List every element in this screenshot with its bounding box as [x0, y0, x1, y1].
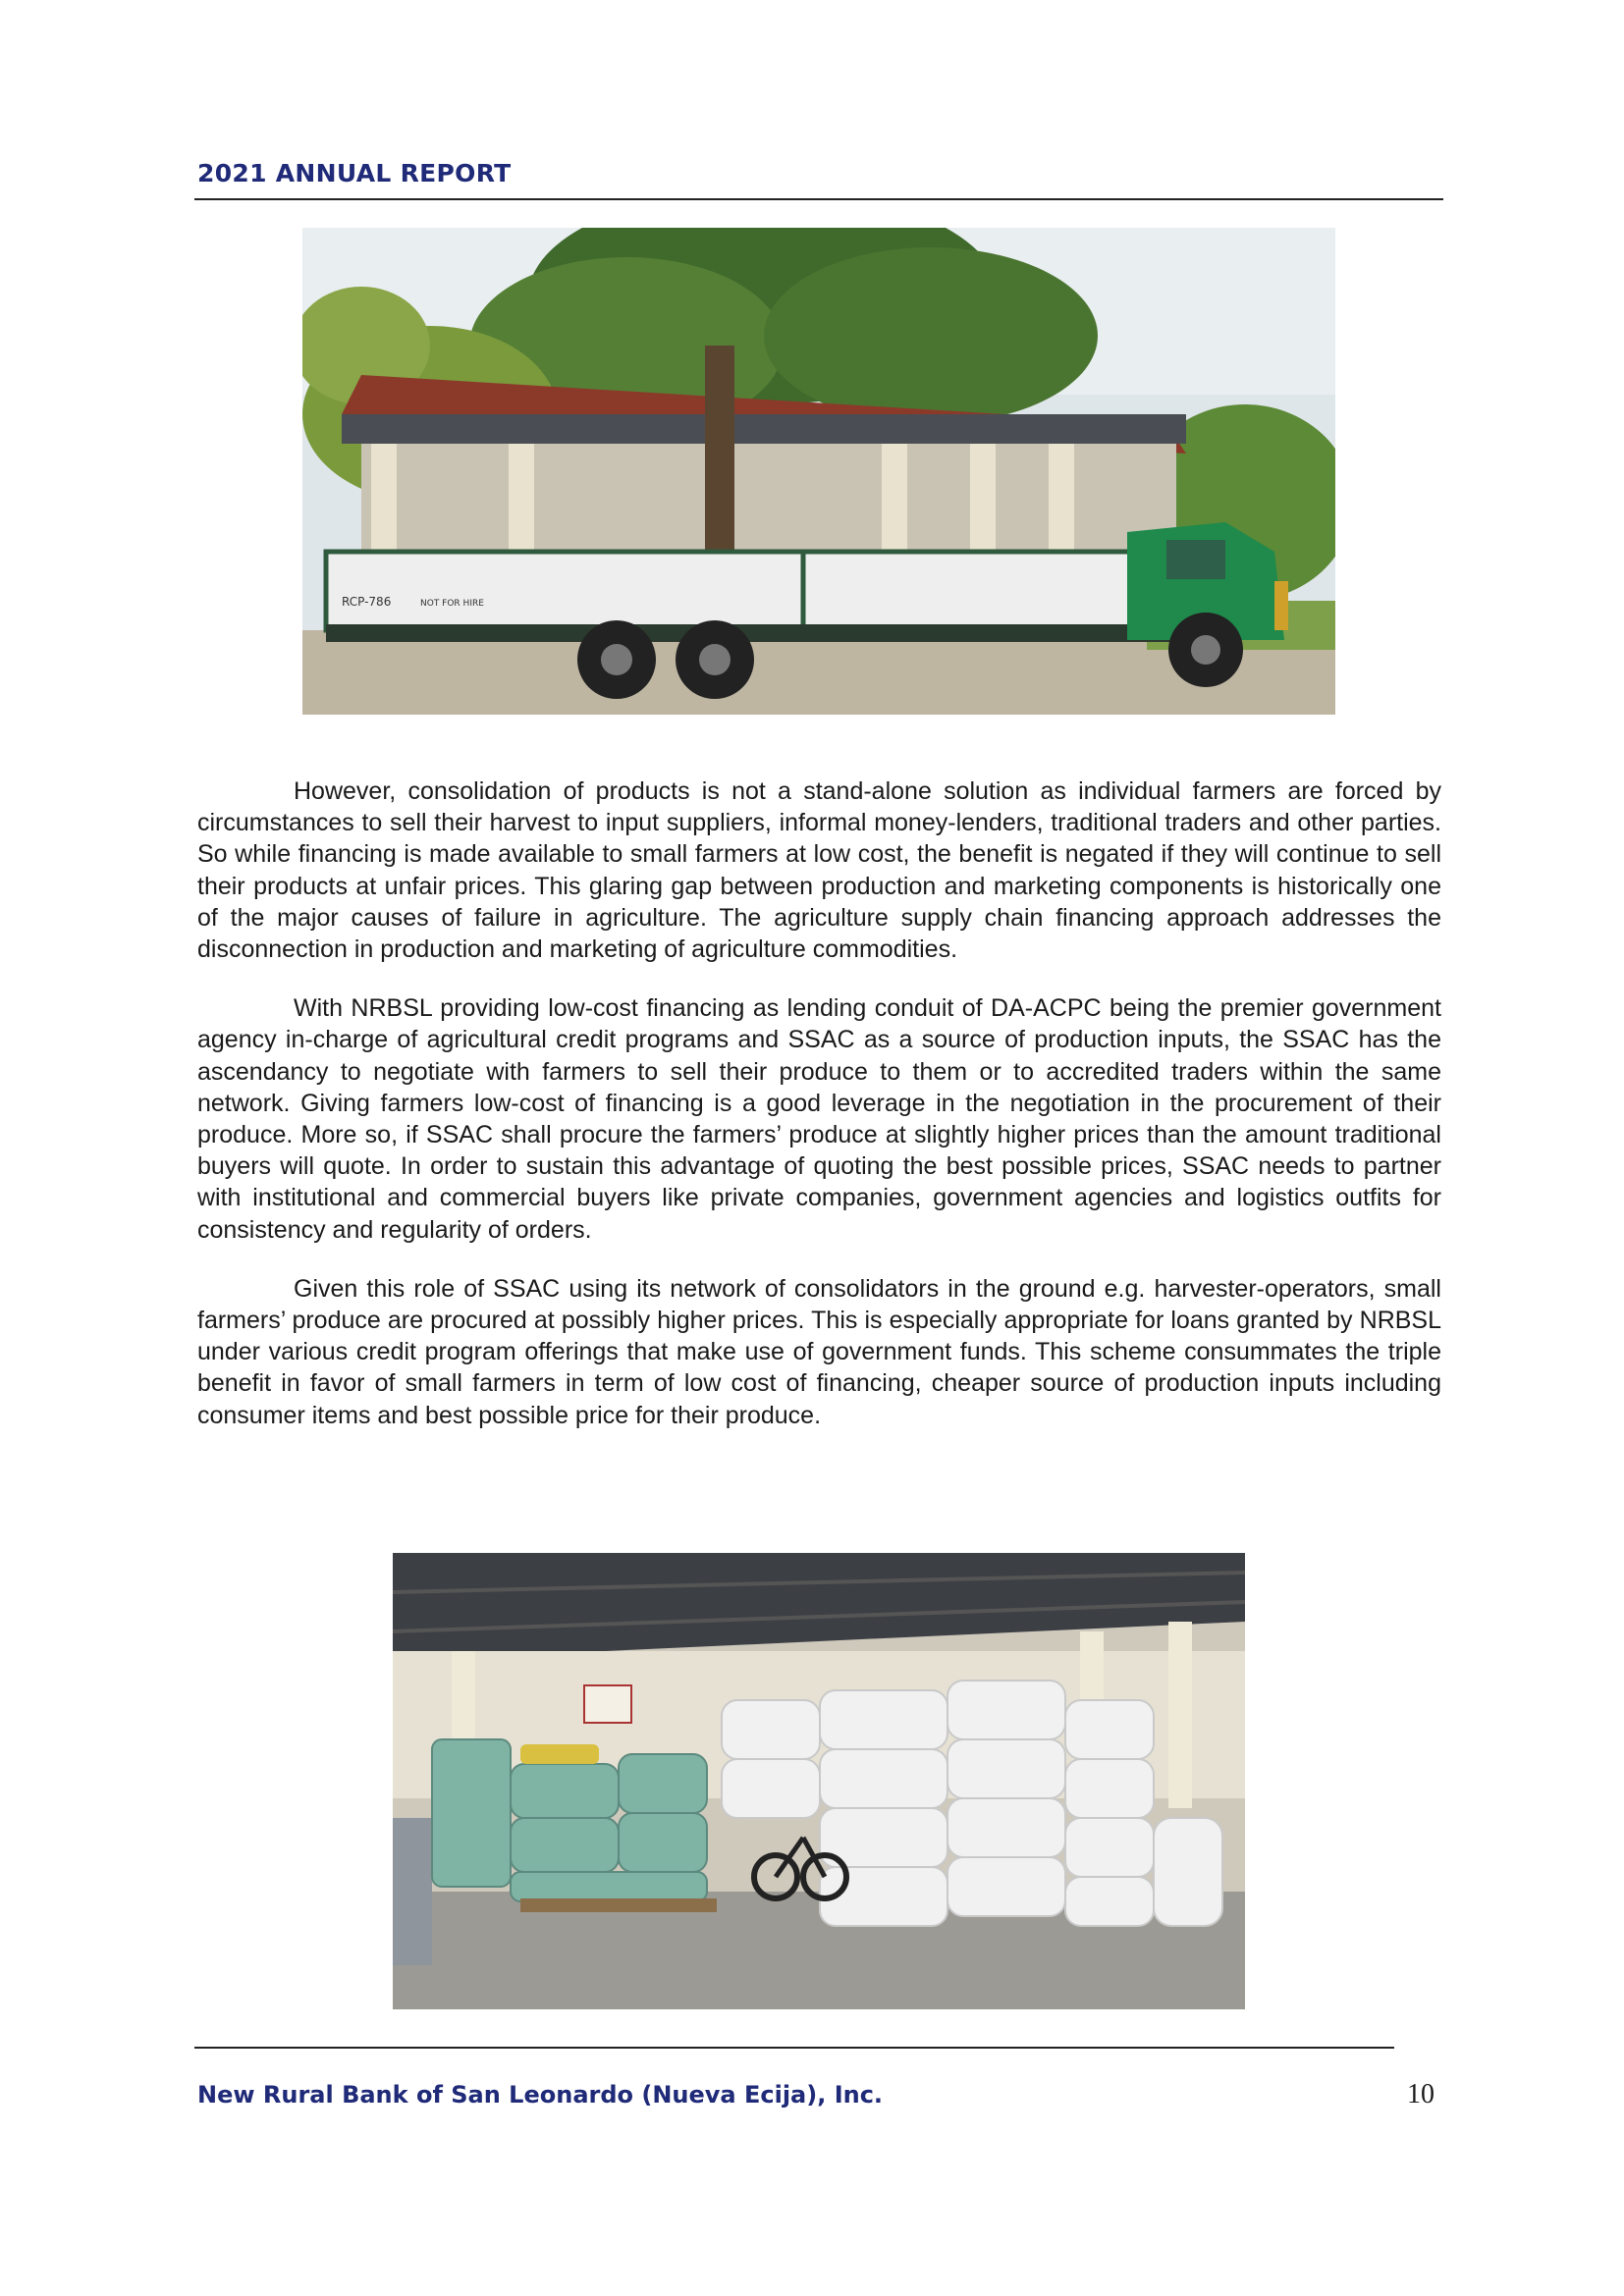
truck-photo-graphic — [302, 228, 1335, 715]
footer-org-name: New Rural Bank of San Leonardo (Nueva Ecija), Inc. — [197, 2081, 884, 2109]
page-number: 10 — [1407, 2079, 1435, 2109]
truck-side-text: NOT FOR HIRE — [420, 599, 484, 609]
footer-divider — [194, 2047, 1394, 2049]
warehouse-sacks-graphic — [393, 1553, 1245, 2009]
paragraph-3: Given this role of SSAC using its network of consolidators in the ground e.g. harvester-operators, small farmers’ produce are procured at possibly higher prices. This is especially appropriate for loans granted by NRBSL under various credit program offerings that make use of government funds. This scheme consummates the triple benefit in favor of small farmers in term of low cost of financing, cheaper source of production inputs including consumer items and best possible price for their produce. — [197, 1274, 1441, 1429]
truck-photo — [302, 228, 1335, 715]
paragraph-1: However, consolidation of products is not a stand-alone solution as individual farmers are forced by circumstances to sell their harvest to input suppliers, informal money-lenders, traditional traders and other parties. So while financing is made available to small farmers at low cost, the benefit is negated if they will continue to sell their products at unfair prices. This glaring gap between production and marketing components is historically one of the major causes of failure in agriculture. The agriculture supply chain financing approach addresses the disconnection in production and marketing of agriculture commodities. — [197, 777, 1441, 964]
paragraph-2: With NRBSL providing low-cost financing as lending conduit of DA-ACPC being the premier government agency in-charge of agricultural credit programs and SSAC as a source of production inputs, the SSAC has the ascendancy to negotiate with farmers to sell their produce to them or to accredited traders within the same network. Giving farmers low-cost of financing is a good leverage in the negotiation in the procurement of their produce. More so, if SSAC shall procure the farmers’ produce at slightly higher prices than the amount traditional buyers will quote. In order to sustain this advantage of quoting the best possible prices, SSAC needs to partner with institutional and commercial buyers like private companies, government agencies and logistics outfits for consistency and regularity of orders. — [197, 994, 1441, 1244]
truck-plate-text: RCP-786 — [342, 595, 392, 609]
body-text — [197, 775, 1441, 1459]
report-header-title: 2021 ANNUAL REPORT — [197, 159, 512, 187]
warehouse-sacks-photo — [393, 1553, 1245, 2009]
header-divider — [194, 198, 1443, 200]
